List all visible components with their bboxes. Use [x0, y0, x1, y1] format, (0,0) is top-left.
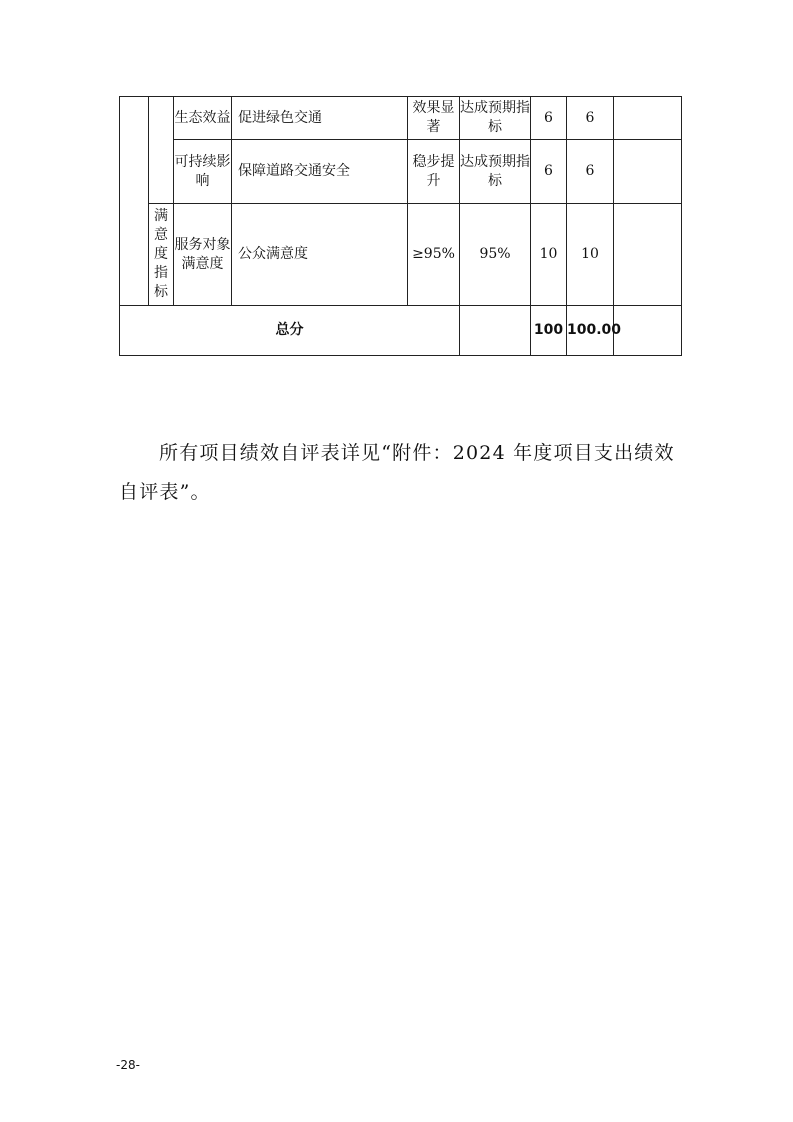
actual-cell: 达成预期指标: [460, 97, 531, 140]
indicator-cell: 保障道路交通安全: [232, 140, 408, 204]
weight-cell: 6: [531, 97, 567, 140]
sub-category-cell: 服务对象满意度: [174, 204, 232, 306]
total-label-cell: 总分: [120, 306, 460, 356]
page-number: -28-: [116, 1058, 140, 1072]
table-row: [120, 140, 682, 204]
sub-category-cell: 可持续影响: [174, 140, 232, 204]
actual-cell: 达成预期指标: [460, 140, 531, 204]
total-score-cell: 100.00: [567, 306, 614, 356]
indicator-cell: 公众满意度: [232, 204, 408, 306]
score-cell: 6: [567, 140, 614, 204]
table-row: [120, 97, 682, 140]
weight-cell: 10: [531, 204, 567, 306]
indicator-cell: 促进绿色交通: [232, 97, 408, 140]
level1-cell: [120, 97, 149, 306]
score-cell: 10: [567, 204, 614, 306]
target-cell: 效果显著: [408, 97, 460, 140]
remark-cell: [614, 204, 682, 306]
actual-cell: [460, 306, 531, 356]
performance-table: [119, 96, 682, 356]
sub-category-cell: 生态效益: [174, 97, 232, 140]
target-cell: 稳步提升: [408, 140, 460, 204]
target-cell: ≥95%: [408, 204, 460, 306]
table-row: [120, 204, 682, 306]
remark-cell: [614, 140, 682, 204]
category-cell: 满意度指标: [149, 204, 174, 306]
total-row: [120, 306, 682, 356]
level2-cell: [149, 97, 174, 204]
actual-cell: 95%: [460, 204, 531, 306]
weight-cell: 6: [531, 140, 567, 204]
score-cell: 6: [567, 97, 614, 140]
remark-cell: [614, 306, 682, 356]
remark-cell: [614, 97, 682, 140]
total-weight-cell: 100: [531, 306, 567, 356]
body-paragraph: 所有项目绩效自评表详见“附件：2024 年度项目支出绩效自评表”。: [119, 442, 675, 503]
